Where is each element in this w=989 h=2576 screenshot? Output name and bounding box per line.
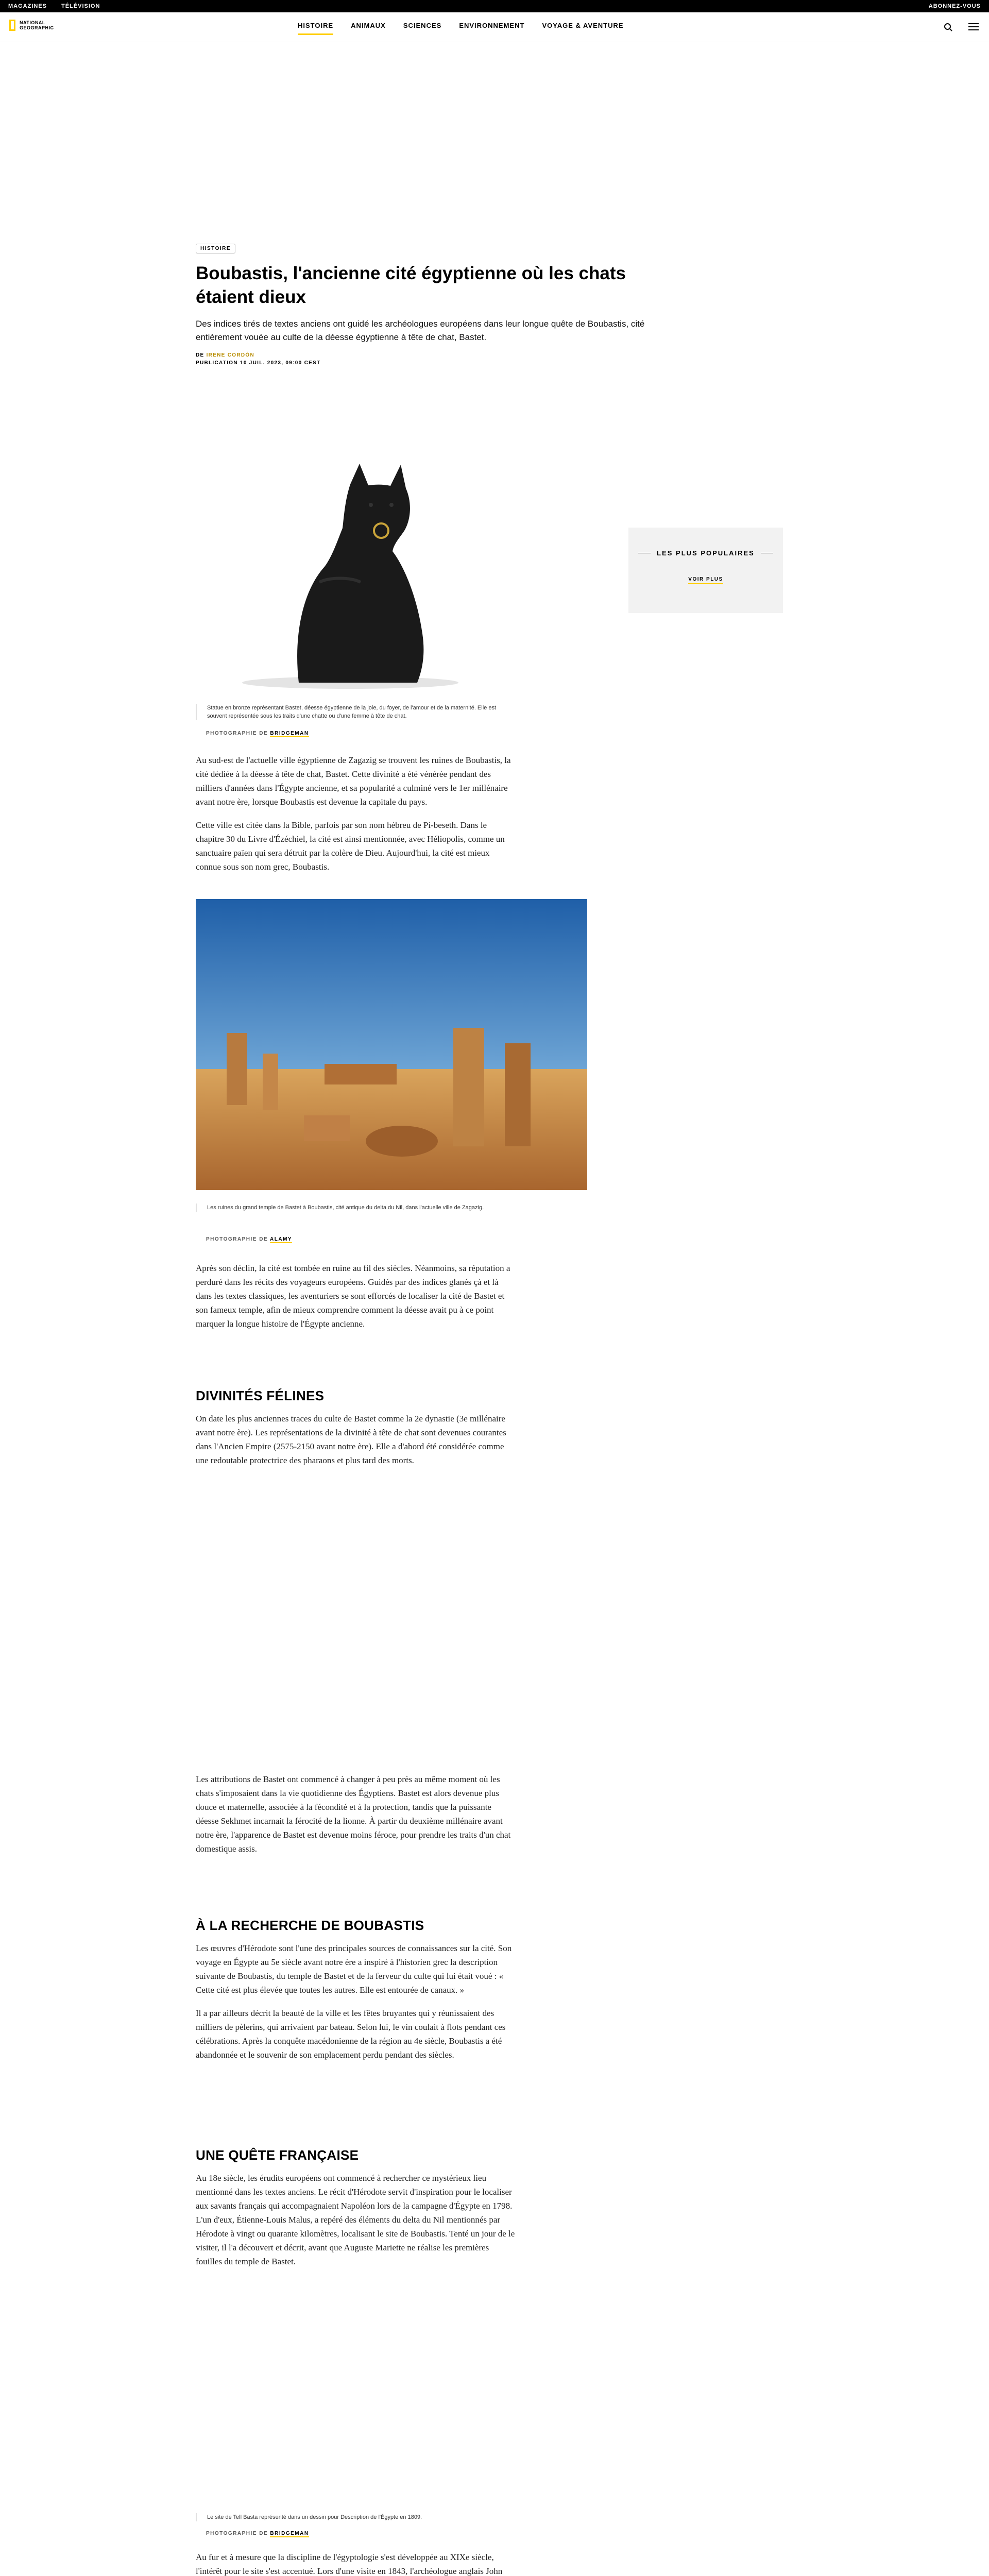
cat-credit: [206, 731, 309, 736]
bastet-statue-image: [196, 428, 515, 690]
tell-credit: [206, 2531, 309, 2536]
section-heading: À LA RECHERCHE DE BOUBASTIS: [196, 1918, 424, 1933]
paragraph: Il a par ailleurs décrit la beauté de la ville et les fêtes bruyantes qui y réunissaient des milliers de pèlerins, qui arrivaient par bateau. Selon lui, le vin coulait à flots pendant ces célébrations. Après la conquête macédonienne de la région au 4e siècle, Boubastis a été abandonnée et le souvenir de son emplacement perdu pendant des siècles.: [196, 2008, 506, 2060]
paragraph: Au sud-est de l'actuelle ville égyptienne de Zagazig se trouvent les ruines de Boubastis, la cité dédiée à la déesse à tête de chat, Bastet. Cette divinité a été vénérée pendant des milliers d'années dans l'Égypte ancienne, et sa popularité a culminé vers le 1er millénaire avant notre ère, lorsque Boubastis est devenue la capitale du pays.: [196, 755, 511, 807]
topbar-link-television[interactable]: TÉLÉVISION: [61, 3, 100, 9]
section-heading: DIVINITÉS FÉLINES: [196, 1388, 325, 1403]
body-section-6: [196, 2171, 515, 2278]
credit-label: PHOTOGRAPHIE DE: [206, 731, 268, 736]
body-section-1: [196, 753, 515, 883]
subscribe-link[interactable]: ABONNEZ-VOUS: [928, 3, 981, 9]
cat-caption: Statue en bronze représentant Bastet, déesse égyptienne de la joie, du foyer, de l'amour et de la maternité. Elle est souvent représentée sous les traits d'une chatte ou d'une femme à tête de chat.: [196, 704, 515, 720]
paragraph: Au 18e siècle, les érudits européens ont commencé à rechercher ce mystérieux lieu mentionné dans les textes anciens. Le récit d'Hérodote servit d'inspiration pour le localiser aux savants français qui accompagnaient Napoléon lors de la campagne d'Égypte en 1798. L'un d'eux, Étienne-Louis Malus, a repéré des éléments du delta du Nil mentionnés par Hérodote à vingt ou quarante kilomètres, localisant le site de Boubastis. Tenté un jour de le visiter, il l'a découvert et décrit, avant que Auguste Mariette ne réalise les premières fouilles du temple de Bastet.: [196, 2173, 515, 2266]
paragraph: Les œuvres d'Hérodote sont l'une des principales sources de connaissances sur la cité. Son voyage en Égypte au 5e siècle avant notre ère a inspiré à l'historien grec la description suivante de Boubastis, du temple de Bastet et de la ferveur du culte qui lui était voué : « Cette cité est plus élevée que toutes les autres. Elle est entourée de canaux. »: [196, 1943, 512, 1995]
paragraph: Cette ville est citée dans la Bible, parfois par son nom hébreu de Pi-beseth. Dans le chapitre 30 du Livre d'Ézéchiel, la cité est ainsi mentionnée, avec Héliopolis, comme un sanctuaire païen qui sera détruit par la colère de Dieu. Aujourd'hui, la cité est mieux connue sous son nom grec, Boubastis.: [196, 820, 505, 872]
body-section-4: [196, 1772, 515, 1865]
logo-line-1: NATIONAL: [20, 20, 45, 25]
yellow-frame-icon: [9, 20, 15, 31]
popular-title: LES PLUS POPULAIRES: [628, 549, 783, 557]
byline-prefix: DE: [196, 352, 204, 358]
body-section-7: [196, 2550, 515, 2576]
category-tag[interactable]: HISTOIRE: [196, 244, 235, 253]
nav-item-sciences[interactable]: SCIENCES: [403, 22, 442, 29]
credit-source[interactable]: BRIDGEMAN: [270, 731, 309, 736]
tell-caption: Le site de Tell Basta représenté dans un dessin pour Description de l'Égypte en 1809.: [196, 2513, 515, 2521]
nav-item-environnement[interactable]: ENVIRONNEMENT: [459, 22, 525, 29]
ad-slot: [0, 42, 989, 238]
published-date: 10 JUIL. 2023, 09:00 CEST: [240, 360, 321, 366]
popular-widget: [628, 528, 783, 613]
top-utility-bar: [0, 0, 989, 12]
body-section-3: [196, 1412, 515, 1477]
menu-icon[interactable]: [968, 23, 979, 32]
see-more-link[interactable]: VOIR PLUS: [688, 577, 723, 584]
logo-line-2: GEOGRAPHIC: [20, 25, 54, 30]
byline: [196, 351, 654, 367]
credit-label: PHOTOGRAPHIE DE: [206, 1236, 268, 1242]
main-nav: [0, 12, 989, 42]
credit-label: PHOTOGRAPHIE DE: [206, 2531, 268, 2536]
natgeo-logo[interactable]: [9, 20, 54, 31]
credit-source[interactable]: ALAMY: [270, 1236, 293, 1242]
paragraph: Les attributions de Bastet ont commencé à changer à peu près au même moment où les chats s'imposaient dans la vie quotidienne des Égyptiens. Bastet est alors devenue plus douce et maternelle, associée à la fécondité et à la protection, tandis que la puissante déesse Sekhmet incarnait la férocité de la lionne. À partir du deuxième millénaire avant notre ère, l'apparence de Bastet est devenue moins féroce, pour prendre les traits d'un chat domestique assis.: [196, 1774, 511, 1854]
article-title: Boubastis, l'ancienne cité égyptienne où les chats étaient dieux: [196, 263, 626, 307]
author-name[interactable]: IRENE CORDÓN: [206, 352, 254, 358]
published-label: PUBLICATION: [196, 360, 238, 366]
credit-source[interactable]: BRIDGEMAN: [270, 2531, 309, 2536]
ruins-caption: Les ruines du grand temple de Bastet à Boubastis, cité antique du delta du Nil, dans l'actuelle ville de Zagazig.: [196, 1204, 515, 1212]
paragraph: On date les plus anciennes traces du culte de Bastet comme la 2e dynastie (3e millénaire avant notre ère). Les représentations de la divinité à tête de chat sont devenues courantes dans l'Ancien Empire (2575-2150 avant notre ère). Elle a d'abord été considérée comme une redoutable protectrice des pharaons et plus tard des morts.: [196, 1414, 506, 1465]
ruins-credit: [206, 1236, 292, 1242]
paragraph: Après son déclin, la cité est tombée en ruine au fil des siècles. Néanmoins, sa réputation a perduré dans les récits des voyageurs européens. Guidés par des indices glanés çà et là dans les textes classiques, les aventuriers se sont efforcés de localiser la cité de Bastet et son fameux temple, afin de mieux comprendre comment la déesse avait pu à ce point marquer la longue histoire de l'Égypte ancienne.: [196, 1263, 510, 1329]
paragraph: Au fur et à mesure que la discipline de l'égyptologie s'est développée au XIXe siècle, l'intérêt pour le site s'est accentué. Lors d'une visite en 1843, l'archéologue anglais John: [196, 2552, 503, 2576]
article-dek: Des indices tirés de textes anciens ont guidé les archéologues européens dans leur longue quête de Boubastis, cité entièrement vouée au culte de la déesse égyptienne à tête de chat, Bastet.: [196, 319, 645, 342]
nav-item-voyage[interactable]: VOYAGE & AVENTURE: [542, 22, 624, 29]
temple-ruins-image: [196, 899, 587, 1190]
nav-item-histoire[interactable]: HISTOIRE: [298, 22, 333, 35]
body-section-2: [196, 1261, 515, 1340]
body-section-5: [196, 1941, 515, 2071]
nav-item-animaux[interactable]: ANIMAUX: [351, 22, 386, 29]
search-icon[interactable]: [944, 23, 953, 32]
topbar-link-magazines[interactable]: MAGAZINES: [8, 3, 47, 9]
section-heading: UNE QUÊTE FRANÇAISE: [196, 2147, 359, 2163]
article-header: [196, 243, 654, 367]
